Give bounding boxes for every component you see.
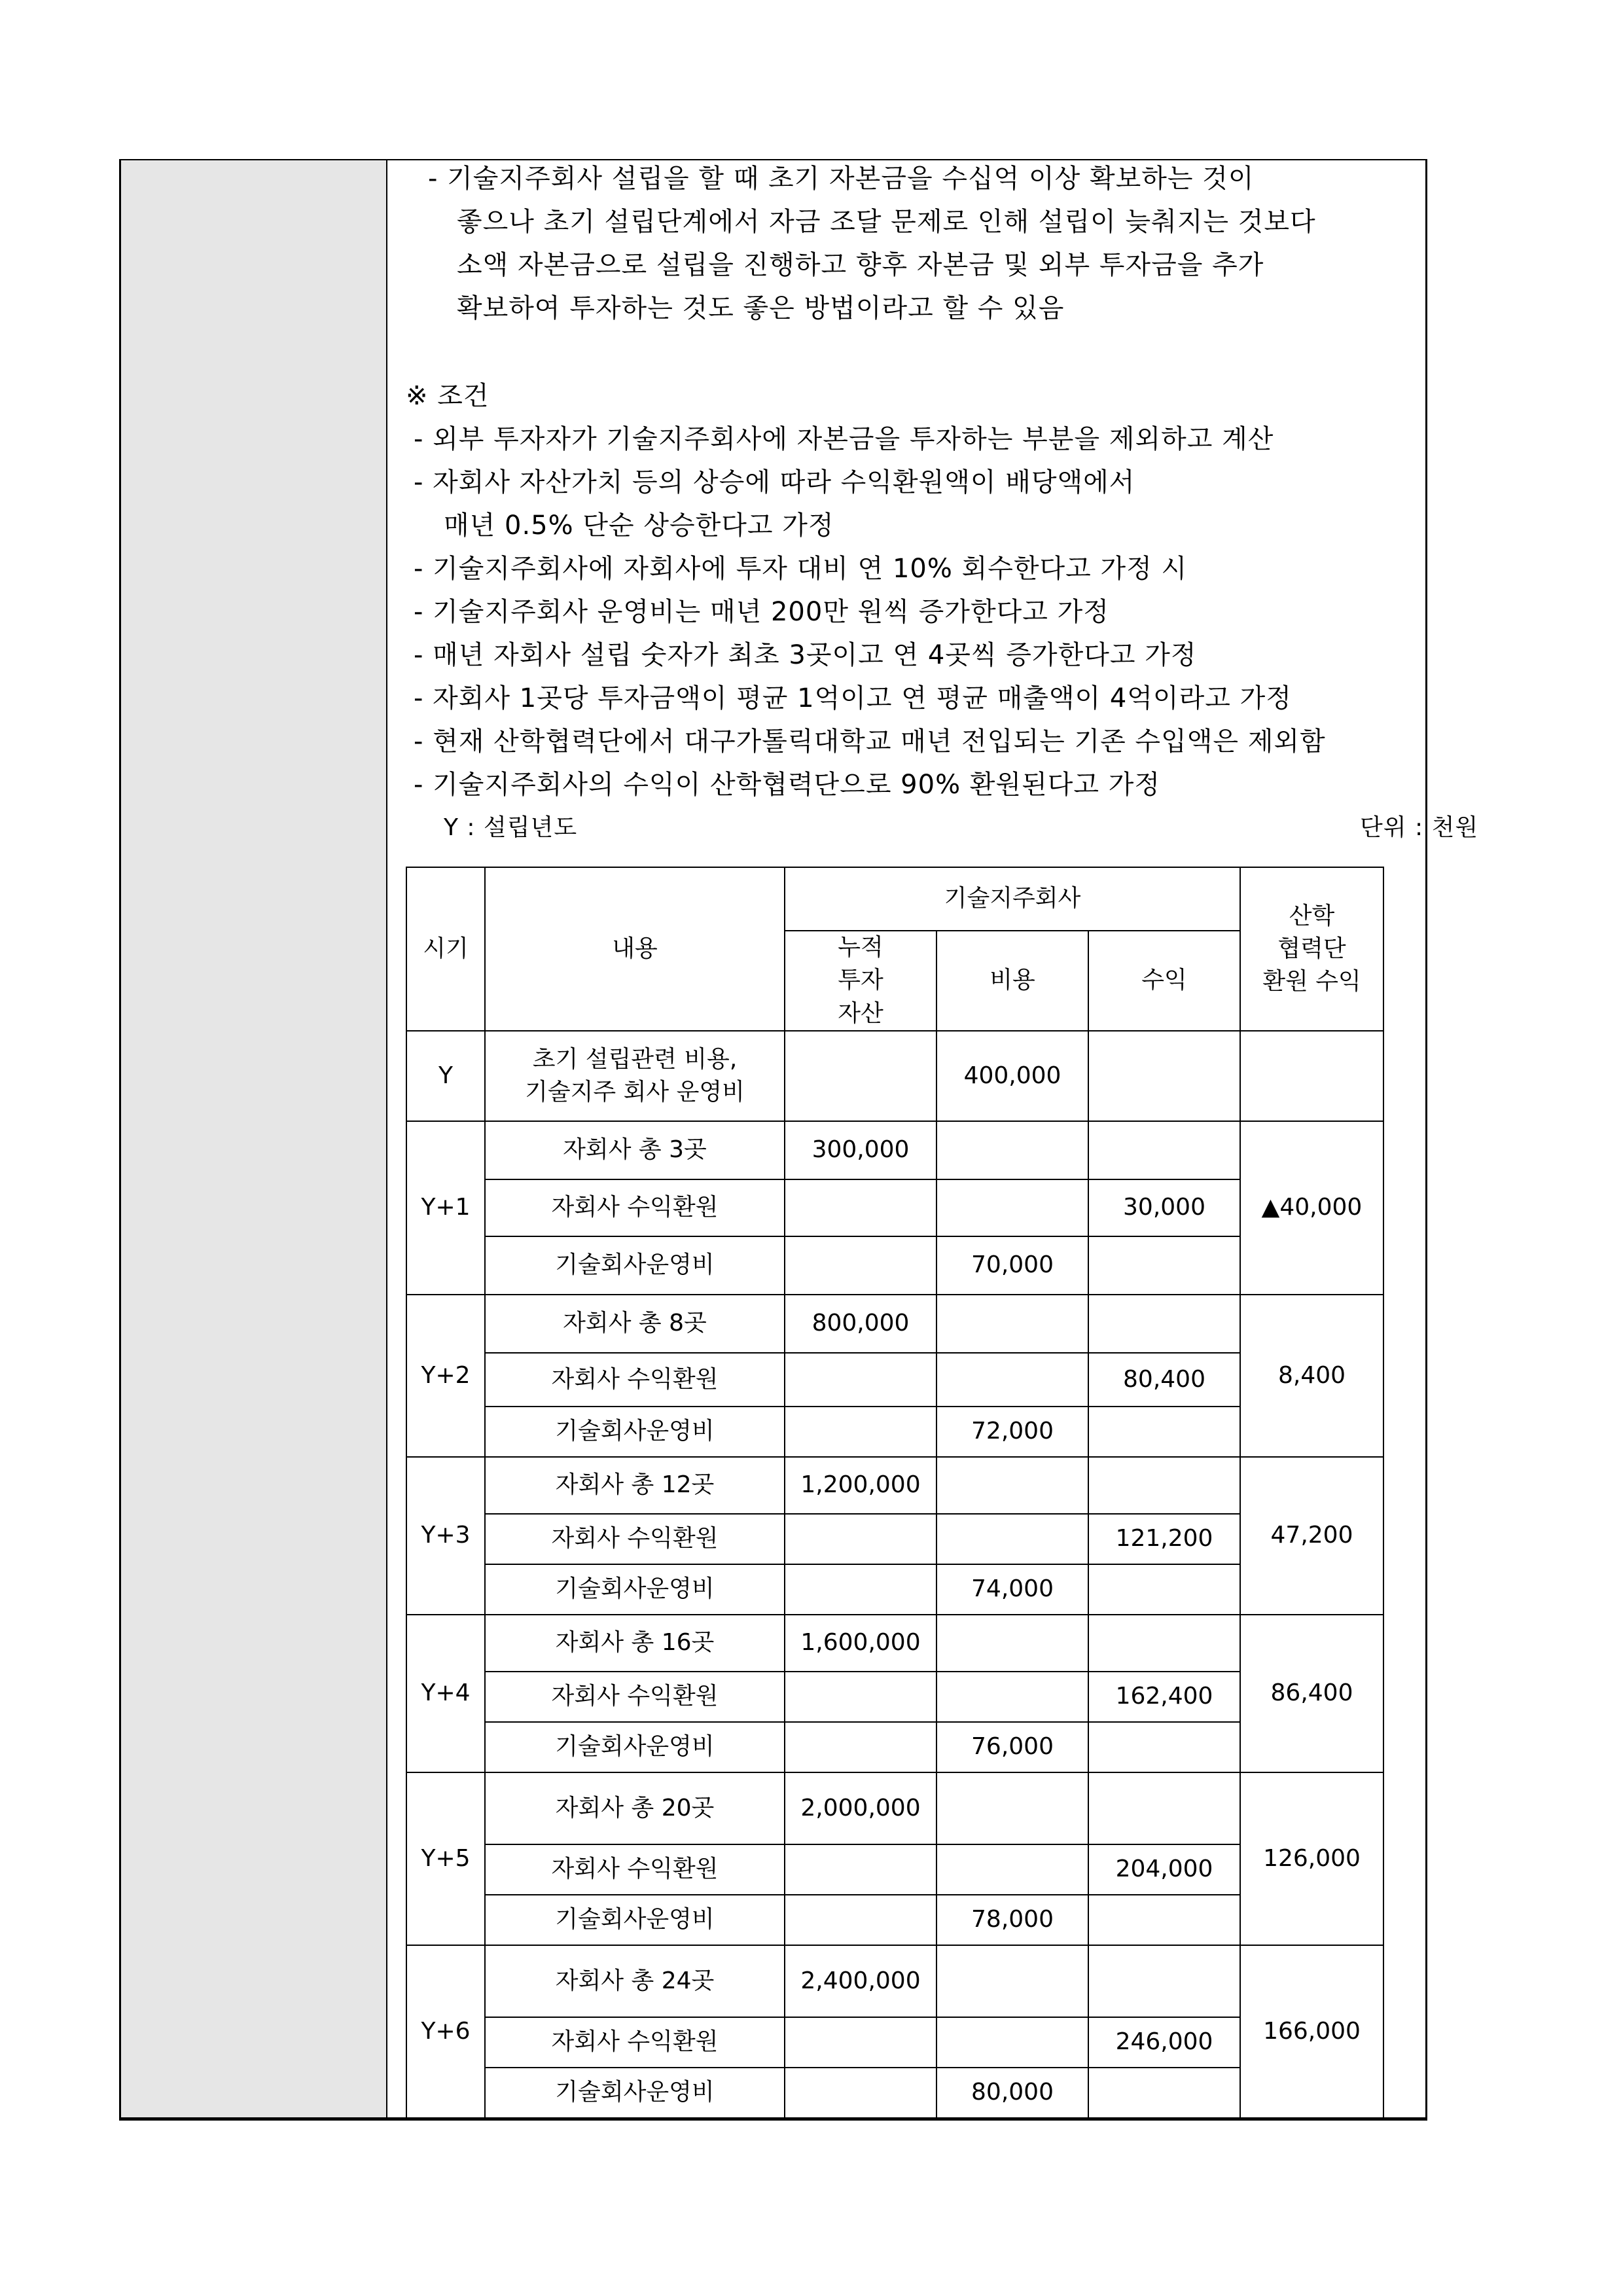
cell-return: 166,000 [1240,1945,1383,2118]
cell-revenue: 121,200 [1088,1514,1240,1564]
cell-assets [785,2068,936,2118]
condition-item: - 자회사 자산가치 등의 상승에 따라 수익환원액이 배당액에서 [414,467,1135,497]
investment-table [406,867,1384,2119]
cell-assets: 1,200,000 [785,1457,936,1514]
intro-line: 소액 자본금으로 설립을 진행하고 향후 자본금 및 외부 투자금을 추가 [457,250,1264,280]
table-row [406,1945,1383,2017]
cell-content-line: 초기 설립관련 비용, [532,1045,738,1073]
cell-revenue [1088,1121,1240,1179]
header-period: 시기 [406,867,485,1031]
cell-content: 기술회사운영비 [485,1895,785,1945]
cell-assets: 2,400,000 [785,1945,936,2017]
header-return [1240,867,1383,1031]
intro-line: - 기술지주회사 설립을 할 때 초기 자본금을 수십억 이상 확보하는 것이 [428,164,1255,194]
cell-content: 기술회사운영비 [485,2068,785,2118]
cell-revenue: 30,000 [1088,1179,1240,1236]
cell-revenue [1088,1895,1240,1945]
cell-period: Y+1 [406,1121,485,1295]
cell-assets [785,1407,936,1457]
header-revenue: 수익 [1088,931,1240,1031]
cell-cost [936,1615,1088,1672]
table-note-right: 단위 : 천원 [1360,814,1479,841]
condition-item: - 기술지주회사에 자회사에 투자 대비 연 10% 회수한다고 가정 시 [414,554,1188,584]
cell-assets [785,1031,936,1121]
table-row [406,1615,1383,1672]
table-row [406,1844,1383,1895]
conditions-title: ※ 조건 [406,381,490,411]
cell-content-line: 기술지주 회사 운영비 [525,1079,745,1106]
cell-return: 126,000 [1240,1772,1383,1945]
cell-cost [936,1945,1088,2017]
cell-revenue [1088,1031,1240,1121]
cell-cost: 72,000 [936,1407,1088,1457]
table-row [406,1564,1383,1615]
table-row [406,1514,1383,1564]
cell-content: 자회사 수익환원 [485,2017,785,2068]
label-column [121,160,387,2117]
cell-return: 86,400 [1240,1615,1383,1772]
cell-content: 자회사 총 20곳 [485,1772,785,1844]
cell-revenue: 80,400 [1088,1353,1240,1407]
cell-content: 기술회사운영비 [485,1236,785,1295]
cell-assets: 2,000,000 [785,1772,936,1844]
content-column [387,160,1479,2117]
intro-line: 확보하여 투자하는 것도 좋은 방법이라고 할 수 있음 [457,293,1065,323]
table-row [406,2068,1383,2118]
cell-revenue [1088,2068,1240,2118]
cell-return: 8,400 [1240,1295,1383,1457]
cell-content: 기술회사운영비 [485,1722,785,1772]
cell-assets [785,1844,936,1895]
table-row [406,1457,1383,1514]
cell-content: 자회사 총 3곳 [485,1121,785,1179]
cell-content: 자회사 총 16곳 [485,1615,785,1672]
cell-cost [936,1672,1088,1722]
cell-assets [785,1179,936,1236]
cell-revenue [1088,1945,1240,2017]
table-row [406,1236,1383,1295]
cell-revenue [1088,1295,1240,1353]
cell-cost [936,2017,1088,2068]
cell-assets [785,1353,936,1407]
cell-return [1240,1031,1383,1121]
cell-assets [785,1895,936,1945]
cell-assets [785,1672,936,1722]
cell-content [485,1031,785,1121]
document-frame [119,159,1479,2121]
cell-revenue [1088,1236,1240,1295]
cell-revenue [1088,1615,1240,1672]
cell-cost [936,1457,1088,1514]
cell-content: 자회사 총 8곳 [485,1295,785,1353]
cell-cost: 76,000 [936,1722,1088,1772]
cell-cost: 70,000 [936,1236,1088,1295]
cell-content: 기술회사운영비 [485,1407,785,1457]
cell-assets [785,1722,936,1772]
cell-cost: 78,000 [936,1895,1088,1945]
cell-content: 기술회사운영비 [485,1564,785,1615]
header-content: 내용 [485,867,785,1031]
cell-period: Y+6 [406,1945,485,2118]
header-accum-line: 누적 [838,934,883,961]
header-accum-line: 투자 [838,967,883,994]
condition-item: - 자회사 1곳당 투자금액이 평균 1억이고 연 평균 매출액이 4억이라고 가정 [414,683,1292,713]
condition-item: 매년 0.5% 단순 상승한다고 가정 [444,511,834,541]
table-row [406,1672,1383,1722]
condition-item: - 기술지주회사 운영비는 매년 200만 원씩 증가한다고 가정 [414,597,1109,627]
header-return-line: 환원 수익 [1262,968,1361,996]
table-row [406,2017,1383,2068]
cell-content: 자회사 수익환원 [485,1514,785,1564]
condition-item: - 매년 자회사 설립 숫자가 최초 3곳이고 연 4곳씩 증가한다고 가정 [414,640,1197,670]
cell-period: Y+4 [406,1615,485,1772]
cell-revenue [1088,1407,1240,1457]
table-note-left: Y : 설립년도 [444,814,578,841]
cell-period: Y+3 [406,1457,485,1615]
cell-cost [936,1353,1088,1407]
header-row [406,867,1383,931]
cell-return: 47,200 [1240,1457,1383,1615]
cell-content: 자회사 수익환원 [485,1844,785,1895]
cell-revenue: 204,000 [1088,1844,1240,1895]
cell-cost [936,1179,1088,1236]
header-accum-line: 자산 [838,999,883,1027]
condition-item: - 현재 산학협력단에서 대구가톨릭대학교 매년 전입되는 기존 수입액은 제외함 [414,726,1326,757]
condition-item: - 기술지주회사의 수익이 산학협력단으로 90% 환원된다고 가정 [414,770,1160,800]
cell-content: 자회사 총 12곳 [485,1457,785,1514]
cell-assets [785,2017,936,2068]
table-row [406,1895,1383,1945]
cell-assets [785,1236,936,1295]
cell-cost [936,1514,1088,1564]
table-row [406,1407,1383,1457]
table-row [406,1772,1383,1844]
cell-assets [785,1514,936,1564]
table-row [406,1353,1383,1407]
table-row [406,1031,1383,1121]
cell-cost [936,1295,1088,1353]
cell-revenue [1088,1772,1240,1844]
cell-cost [936,1772,1088,1844]
cell-period: Y [406,1031,485,1121]
cell-assets: 800,000 [785,1295,936,1353]
cell-revenue [1088,1457,1240,1514]
cell-period: Y+5 [406,1772,485,1945]
header-holding-company: 기술지주회사 [785,867,1240,931]
header-return-line: 협력단 [1277,935,1346,962]
cell-assets: 1,600,000 [785,1615,936,1672]
cell-cost [936,1121,1088,1179]
cell-return: ▲40,000 [1240,1121,1383,1295]
table-row [406,1121,1383,1179]
intro-line: 좋으나 초기 설립단계에서 자금 조달 문제로 인해 설립이 늦춰지는 것보다 [457,207,1316,237]
table-row [406,1179,1383,1236]
header-return-line: 산학 [1289,902,1335,929]
cell-revenue: 246,000 [1088,2017,1240,2068]
cell-assets: 300,000 [785,1121,936,1179]
table-row [406,1295,1383,1353]
condition-item: - 외부 투자자가 기술지주회사에 자본금을 투자하는 부분을 제외하고 계산 [414,424,1274,454]
cell-period: Y+2 [406,1295,485,1457]
cell-cost: 80,000 [936,2068,1088,2118]
cell-content: 자회사 수익환원 [485,1353,785,1407]
cell-revenue [1088,1722,1240,1772]
cell-revenue: 162,400 [1088,1672,1240,1722]
cell-revenue [1088,1564,1240,1615]
cell-content: 자회사 총 24곳 [485,1945,785,2017]
cell-assets [785,1564,936,1615]
cell-content: 자회사 수익환원 [485,1672,785,1722]
cell-cost: 400,000 [936,1031,1088,1121]
cell-cost: 74,000 [936,1564,1088,1615]
header-cost: 비용 [936,931,1088,1031]
cell-content: 자회사 수익환원 [485,1179,785,1236]
table-row [406,1722,1383,1772]
header-accumulated-assets [785,931,936,1031]
cell-cost [936,1844,1088,1895]
